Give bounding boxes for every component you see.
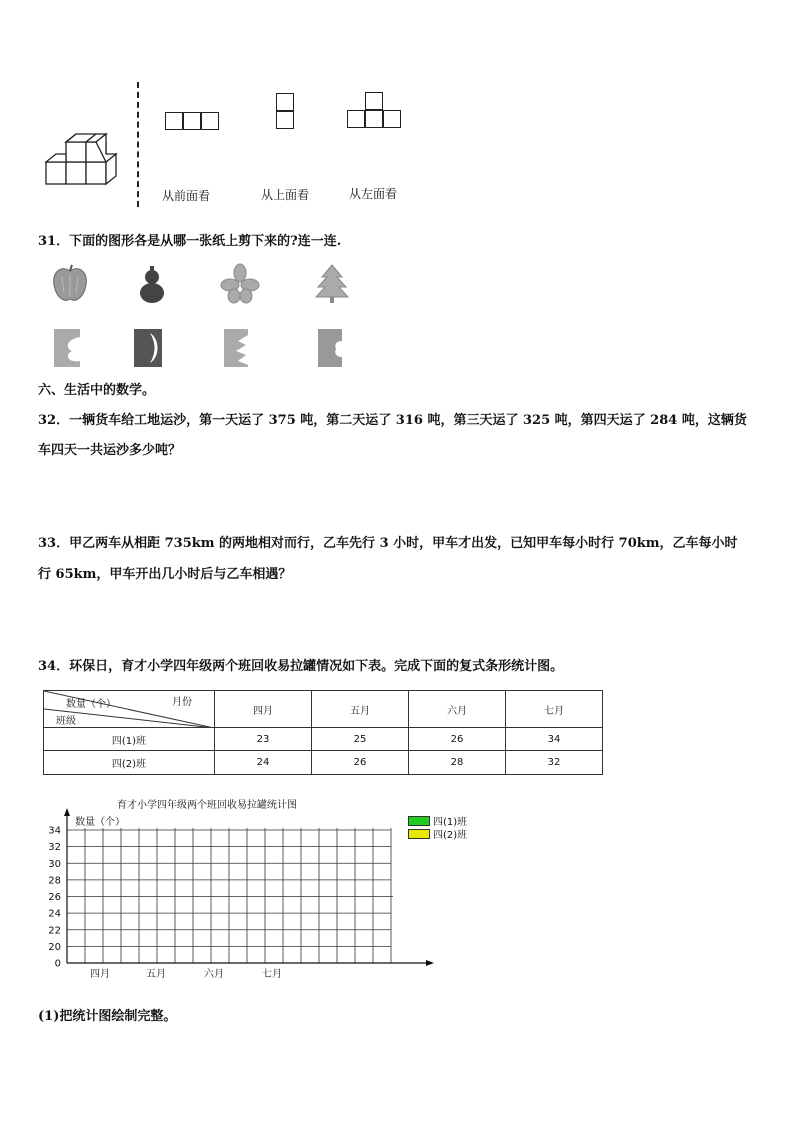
y-tick-label: 30 [48, 858, 61, 870]
tree-icon [312, 263, 352, 305]
class-name: 四(1)班 [44, 728, 215, 751]
class-name: 四(2)班 [44, 751, 215, 775]
top-view-shape [276, 93, 294, 129]
table-cell: 28 [409, 751, 506, 775]
recycling-table [43, 690, 603, 775]
front-view-shape [165, 112, 221, 130]
month-header: 四月 [215, 691, 312, 728]
table-cell: 25 [312, 728, 409, 751]
paper-cut-notch-icon [314, 327, 354, 369]
gourd-icon [132, 263, 172, 305]
section-6-title: 六、生活中的数学。 [38, 383, 156, 398]
header-class: 班级 [56, 716, 76, 727]
x-tick-label: 六月 [204, 969, 224, 978]
table-row [44, 728, 603, 751]
apple-icon [50, 263, 90, 305]
paper-cut-leaf-icon [50, 327, 90, 369]
legend-label-class1: 四(1)班 [433, 817, 468, 828]
table-cell: 32 [506, 751, 603, 775]
y-axis-label: 数量（个） [75, 817, 125, 828]
top-view-label: 从上面看 [261, 188, 310, 202]
legend-swatch-class2 [408, 829, 430, 839]
month-header: 六月 [409, 691, 506, 728]
y-tick-label: 22 [48, 925, 61, 937]
table-cell: 23 [215, 728, 312, 751]
question-32-line2: 车四天一共运沙多少吨？ [38, 443, 182, 458]
table-header-diagonal [44, 691, 215, 728]
y-tick-label: 24 [48, 908, 61, 920]
bar-chart [30, 808, 450, 978]
x-axis-arrow [426, 960, 434, 966]
month-header: 七月 [506, 691, 603, 728]
paper-cut-crescent-icon [130, 327, 170, 369]
y-tick-label: 0 [54, 958, 61, 970]
flower-icon [220, 263, 260, 305]
legend-swatch-class1 [408, 816, 430, 826]
question-33-line2: 行 65km，甲车开出几小时后与乙车相遇？ [38, 567, 292, 582]
chart-title: 育才小学四年级两个班回收易拉罐统计图 [117, 800, 297, 811]
question-31: 31．下面的图形各是从哪一张纸上剪下来的?连一连. [38, 234, 342, 249]
cube-stack-figure [40, 128, 130, 190]
y-tick-label: 20 [48, 941, 61, 953]
table-cell: 34 [506, 728, 603, 751]
month-header: 五月 [312, 691, 409, 728]
divider-dashed-line [137, 82, 139, 207]
left-view-label: 从左面看 [349, 187, 398, 201]
x-tick-label: 四月 [90, 969, 110, 978]
table-cell: 24 [215, 751, 312, 775]
header-quantity: 数量（个） [66, 699, 116, 710]
y-axis-arrow [64, 808, 70, 816]
sub-question-1: (1)把统计图绘制完整。 [38, 1009, 177, 1024]
question-34: 34．环保日，育才小学四年级两个班回收易拉罐情况如下表。完成下面的复式条形统计图。 [38, 659, 564, 674]
header-month: 月份 [172, 697, 192, 708]
front-view-label: 从前面看 [162, 189, 211, 203]
table-row [44, 751, 603, 775]
question-33-line1: 33．甲乙两车从相距 735km 的两地相对而行，乙车先行 3 小时，甲车才出发，已知甲车每小时行 70km，乙车每小时 [38, 536, 738, 551]
table-cell: 26 [312, 751, 409, 775]
y-tick-label: 32 [48, 842, 61, 854]
y-tick-label: 26 [48, 892, 61, 903]
question-32-line1: 32．一辆货车给工地运沙，第一天运了 375 吨，第二天运了 316 吨，第三天运了 325 吨，第四天运了 284 吨，这辆货 [38, 413, 747, 428]
y-tick-label: 34 [48, 825, 61, 837]
left-view-shape [347, 92, 403, 130]
x-tick-label: 五月 [146, 969, 166, 978]
legend-label-class2: 四(2)班 [433, 830, 468, 841]
y-tick-label: 28 [48, 875, 61, 887]
legend-item [408, 827, 467, 840]
paper-cut-zigzag-icon [220, 327, 260, 369]
table-cell: 26 [409, 728, 506, 751]
legend [408, 814, 467, 840]
x-tick-label: 七月 [262, 969, 282, 978]
